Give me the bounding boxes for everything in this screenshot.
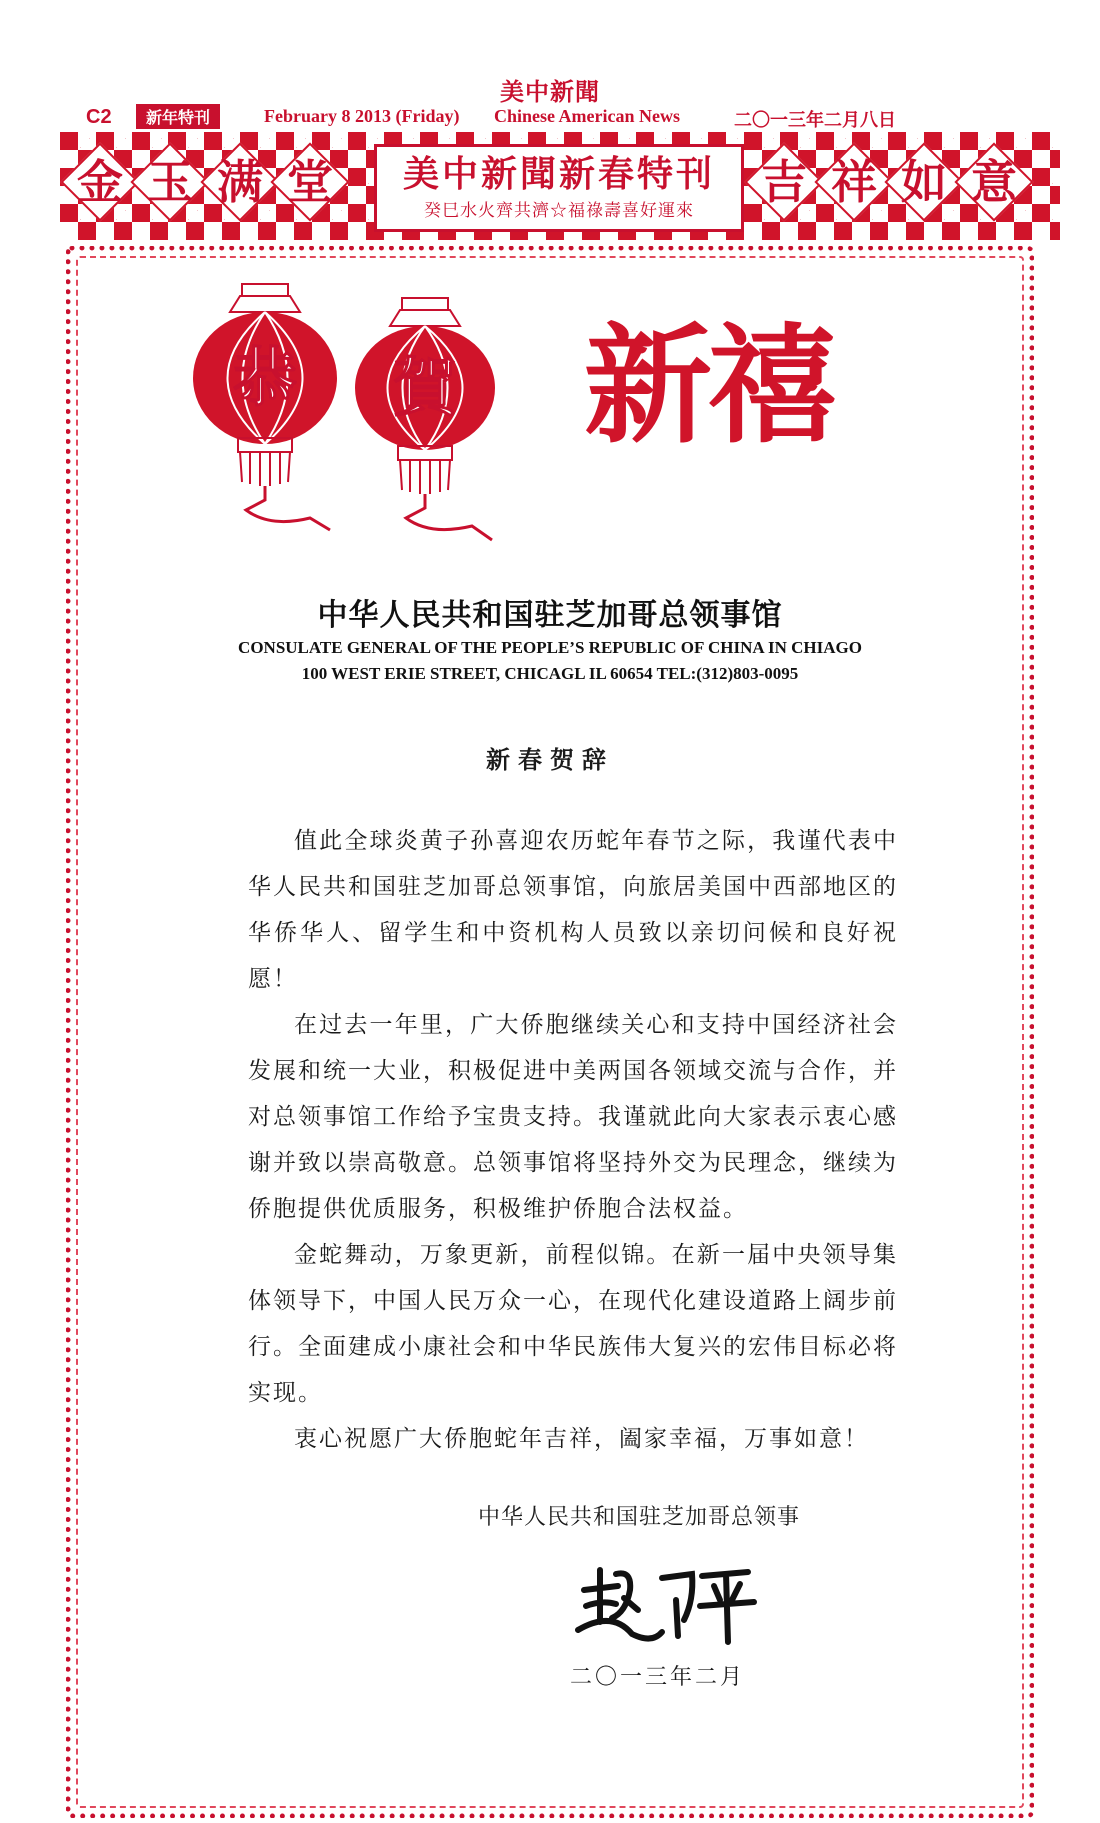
- banner-char: 祥: [822, 150, 886, 214]
- banner-char: 满: [208, 150, 272, 214]
- signature-icon: [572, 1560, 762, 1646]
- banner-center-box: [374, 144, 744, 232]
- special-edition-title: 美中新聞新春特刊: [402, 153, 715, 195]
- letter-paragraph: 金蛇舞动，万象更新，前程似锦。在新一届中央领导集体领导下，中国人民万众一心，在现代化建设道路上阔步前行。全面建成小康社会和中华民族伟大复兴的宏伟目标必将实现。: [248, 1242, 898, 1406]
- letter-paragraph: 值此全球炎黄子孙喜迎农历蛇年春节之际，我谨代表中华人民共和国驻芝加哥总领事馆，向旅居美国中西部地区的华侨华人、留学生和中资机构人员致以亲切问候和良好祝愿！: [248, 828, 898, 992]
- signature: [572, 1560, 762, 1650]
- issue-date-chinese: 二〇一三年二月八日: [734, 110, 896, 130]
- consulate-name-chinese: 中华人民共和国驻芝加哥总领事馆: [317, 598, 783, 633]
- banner-char: 吉: [752, 150, 816, 214]
- letter-body: [248, 818, 898, 1462]
- lantern-char: 賀: [393, 351, 457, 426]
- paper-name-en: Chinese American News: [494, 106, 680, 126]
- special-edition-subtitle: 癸巳水火齊共濟☆福祿壽喜好運來: [424, 201, 694, 221]
- page-number: C2: [86, 106, 112, 128]
- signing-date: 二〇一三年二月: [570, 1665, 746, 1690]
- banner-char: 金: [68, 150, 132, 214]
- letter-paragraph: 衷心祝愿广大侨胞蛇年吉祥，阖家幸福，万事如意！: [294, 1426, 869, 1452]
- consulate-address: 100 WEST ERIE STREET, CHICAGL IL 60654 TEL:(312)803-0095: [301, 664, 799, 683]
- lanterns-icon: [180, 278, 600, 558]
- page-info-row: [86, 104, 1036, 130]
- banner-char: 如: [892, 150, 956, 214]
- banner-char: 堂: [278, 150, 342, 214]
- newspaper-name: 美中新聞: [500, 77, 600, 106]
- letter-paragraph: 在过去一年里，广大侨胞继续关心和支持中国经济社会发展和统一大业，积极促进中美两国各领域交流与合作，并对总领事馆工作给予宝贵支持。我谨就此向大家表示衷心感谢并致以崇高敬意。总领事馆将坚持外交为民理念，继续为侨胞提供优质服务，积极维护侨胞合法权益。: [248, 1012, 898, 1222]
- lantern-char: 恭: [233, 341, 297, 416]
- banner-char: 意: [962, 150, 1026, 214]
- signer-title: 中华人民共和国驻芝加哥总领事: [478, 1505, 801, 1530]
- banner-char: 玉: [138, 150, 202, 214]
- section-badge: 新年特刊: [136, 104, 220, 129]
- greeting-title: 新春贺辞: [486, 746, 614, 774]
- xinxi-calligraphy: 新禧: [584, 311, 833, 461]
- consulate-name-english: CONSULATE GENERAL OF THE PEOPLE’S REPUBLIC OF CHINA IN CHIAGO: [238, 638, 862, 657]
- banner-right-phrase: [752, 150, 1026, 224]
- banner-left-phrase: [68, 150, 342, 224]
- issue-date: February 8 2013 (Friday): [264, 106, 460, 126]
